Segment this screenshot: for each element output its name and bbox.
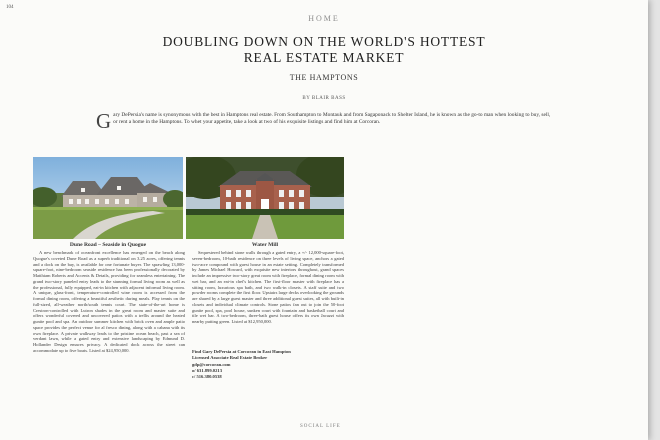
contact-heading: Find Gary DePersia at Corcoran in East Hampton: [192, 349, 291, 354]
contact-title: Licensed Associate Real Estate Broker: [192, 355, 268, 361]
contact-block: [192, 349, 352, 380]
article-column-right: Sequestered behind stone walls through a gated entry, a +/- 12,000-square-foot, seven-bedroom, 10-bath residence on three levels of living space, anchors a gated two-acre compound with guest house in an estate setting. Completely transformed by James Michael Howard, with exquisite new interiors throughout, grand spaces include an impressive two-story great room with fireplace, formal dining room with wet bar, and an eat-in chef's kitchen. The first-floor master with fireplace has a sitting room, luxurious spa bath, and two walk-in closets. A staff suite and two powder rooms complete the first floor. Upstairs large decks overlooking the grounds are shared by a large guest master and three additional guest suites, all with built-in closets and individual climate controls. Stone patios fan out to join the 50-foot gunite pool, spa, pool house, sunken court with fountain and basketball court and tile wet bar. A two-bedroom, three-bath guest house offers its own Jacuzzi with nearby putting green. Listed at $12,950,000.: [192, 250, 344, 324]
headline-line-1: DOUBLING DOWN ON THE WORLD'S HOTTEST: [162, 34, 486, 49]
headline: [0, 34, 648, 66]
section-label: HOME: [308, 14, 340, 23]
contact-office-phone: o/ 631.899.0213: [192, 367, 222, 373]
photo-water-mill: [186, 157, 344, 239]
contact-cell-phone: c/ 516.380.0538: [192, 374, 222, 380]
photo-dune-road: [33, 157, 183, 239]
subhead: THE HAMPTONS: [289, 73, 359, 82]
article-column-left: A new benchmark of oceanfront excellence has emerged on the beach along Quogue's coveted Dune Road as a superb traditional on 3.25 acres, offering tennis and a dock on the bay, is available for one fortunate buyer. The sprawling 13,000-square-foot, nine-bedroom seaside residence has been professionally decorated by Matthiam Roberts and Accents & Details, providing for seamless entertaining. The grand two-story paneled entry leads to the stunning formal living room as well as the professional, fully equipped, eat-in kitchen with adjacent informal living room. A unique, glass-front, temperature-controlled wine room is accessed from the formal dining room, offering a beautiful aesthetic during meals. Play tennis on the full-sized, all-weather north/south tennis court. The state-of-the-art home is Crestron-controlled with Lutron shades in the great room and master suite and offers wonderful covered and uncovered patios with a trellis around the heated gunite pool and spa. An outdoor summer kitchen with brick oven and ample patio space provides the perfect venue for al fresco dining, along with a cabana with its own fireplace. A private walkway leads to the pristine ocean beach, past a sea of verdant lawn, while a gated entry and extensive landscaping by Edmund D. Hollander Design ensures privacy. A dedicated dock across the street can accommodate up to five boats. Listed at $24,950,000.: [33, 250, 185, 353]
caption-dune-road: Dune Road – Seaside in Quogue: [69, 242, 147, 248]
footer-magazine-name: SOCIAL LIFE: [300, 424, 341, 429]
headline-line-2: REAL ESTATE MARKET: [243, 50, 405, 65]
caption-water-mill: Water Mill: [251, 242, 279, 248]
intro-paragraph: [96, 109, 552, 133]
page-number: 104: [6, 5, 14, 10]
intro-text: ary DePersia's name is synonymous with the best in Hamptons real estate. From Southampton to Montauk and from Sagaponack to Shelter Island, he is known as the go-to man when looking to buy, sell, or rent a home in the Hamptons. To whet your appetite, take a look at two of his exquisite listings and find him at Corcoran.: [113, 112, 551, 125]
contact-email: gdp@corcoran.com: [192, 361, 231, 367]
drop-cap: G: [96, 109, 112, 133]
byline: BY BLAIR BASS: [302, 96, 346, 101]
